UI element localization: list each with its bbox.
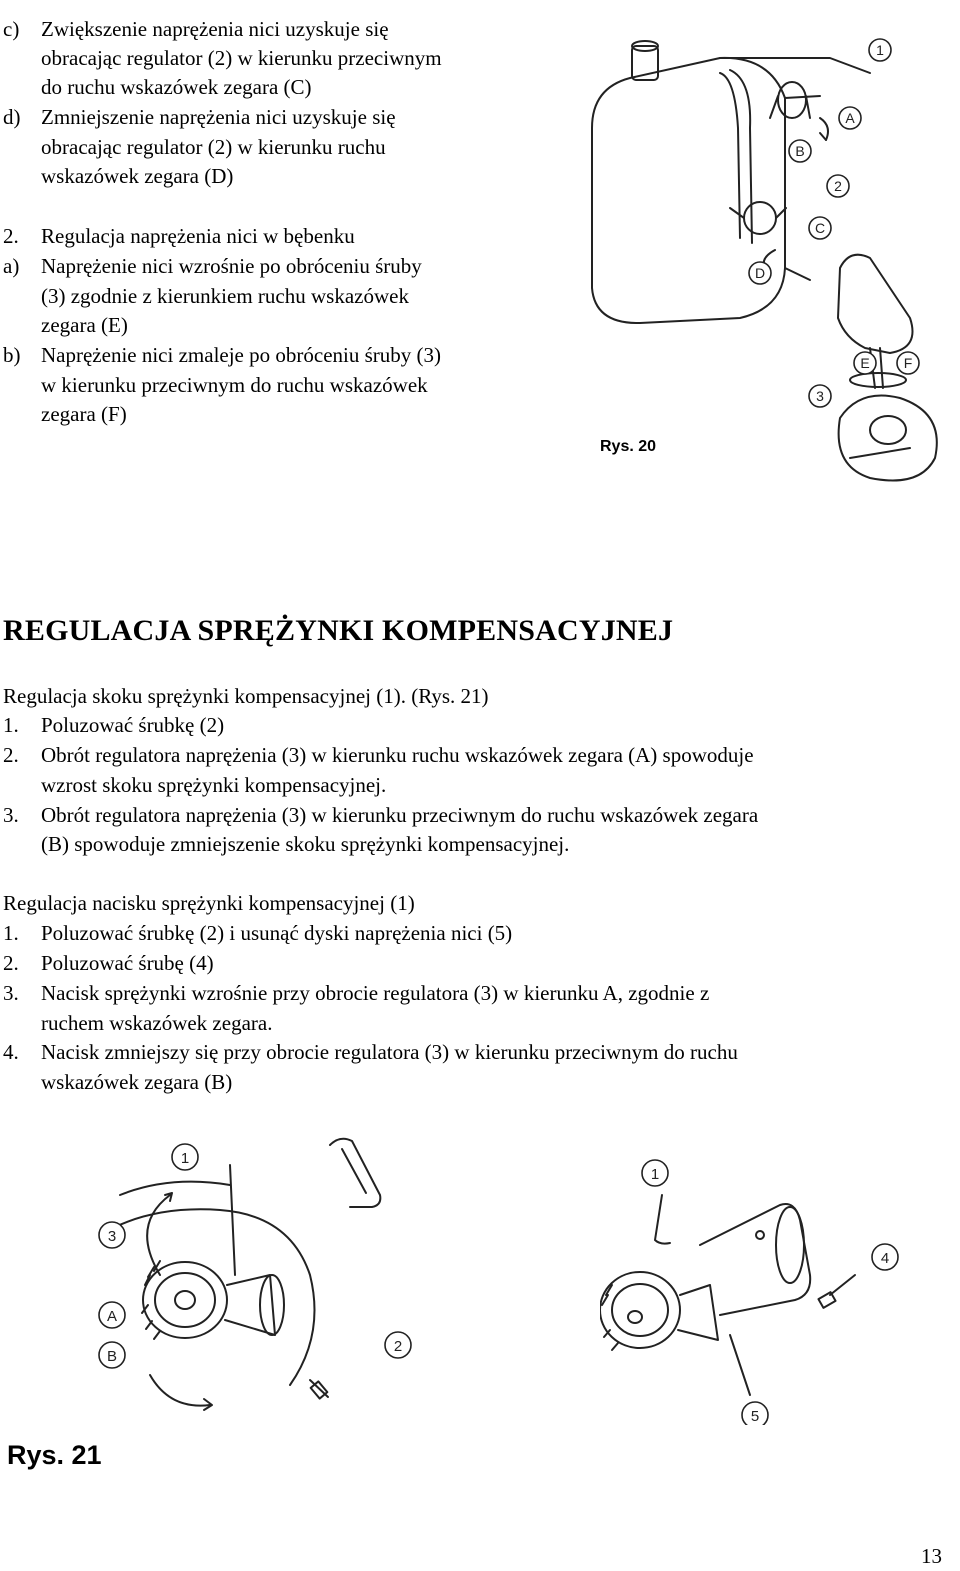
item-text: do ruchu wskazówek zegara (C) bbox=[41, 75, 312, 99]
callout-e: E bbox=[860, 355, 870, 371]
callout-1: 1 bbox=[180, 1150, 190, 1167]
paragraph-text: Regulacja nacisku sprężynki kompensacyjnej (1) bbox=[3, 891, 415, 915]
step-text: (B) spowoduje zmniejszenie skoku sprężynki kompensacyjnej. bbox=[41, 832, 570, 856]
callout-b: B bbox=[106, 1348, 118, 1365]
step-label: 3. bbox=[3, 981, 19, 1005]
callout-a: A bbox=[106, 1308, 118, 1325]
tension-cylinder bbox=[700, 1204, 810, 1315]
item-text: w kierunku przeciwnym do ruchu wskazówek bbox=[41, 373, 428, 397]
callout-c: C bbox=[814, 220, 826, 236]
paragraph-text: Regulacja skoku sprężynki kompensacyjnej (1). (Rys. 21) bbox=[3, 684, 489, 708]
item-text: Naprężenie nici wzrośnie po obróceniu śruby bbox=[41, 254, 422, 278]
step-label: 4. bbox=[3, 1040, 19, 1064]
page-number: 13 bbox=[921, 1544, 942, 1568]
callout-2: 2 bbox=[834, 178, 842, 194]
step-text: ruchem wskazówek zegara. bbox=[41, 1011, 273, 1035]
step-label: 3. bbox=[3, 803, 19, 827]
item-text: obracając regulator (2) w kierunku ruchu bbox=[41, 135, 386, 159]
callout-a: A bbox=[845, 110, 855, 126]
callout-3: 3 bbox=[816, 388, 824, 404]
figure-20-caption: Rys. 20 bbox=[600, 438, 657, 455]
step-text: wzrost skoku sprężynki kompensacyjnej. bbox=[41, 773, 387, 797]
hand-sketch bbox=[838, 255, 913, 353]
step-text: Obrót regulatora naprężenia (3) w kierunku przeciwnym do ruchu wskazówek zegara bbox=[41, 803, 759, 827]
step-label: 2. bbox=[3, 951, 19, 975]
section-number: 2. bbox=[3, 224, 19, 248]
item-text: (3) zgodnie z kierunkiem ruchu wskazówek bbox=[41, 284, 409, 308]
item-text: zegara (E) bbox=[41, 313, 128, 337]
item-text: wskazówek zegara (D) bbox=[41, 164, 234, 188]
callout-d: D bbox=[754, 265, 766, 281]
item-text: Zmniejszenie naprężenia nici uzyskuje się bbox=[41, 105, 396, 129]
callout-4: 4 bbox=[880, 1250, 890, 1267]
step-text: Poluzować śrubkę (2) bbox=[41, 713, 225, 737]
figure-21-right-illustration bbox=[600, 1145, 920, 1425]
step-text: Nacisk zmniejszy się przy obrocie regulatora (3) w kierunku przeciwnym do ruchu bbox=[41, 1040, 738, 1064]
item-text: zegara (F) bbox=[41, 402, 127, 426]
callout-3: 3 bbox=[107, 1228, 117, 1245]
item-label: b) bbox=[3, 343, 21, 367]
step-text: wskazówek zegara (B) bbox=[41, 1070, 233, 1094]
section-title: Regulacja naprężenia nici w bębenku bbox=[41, 224, 355, 248]
step-label: 1. bbox=[3, 713, 19, 737]
figure-21-caption: Rys. 21 bbox=[7, 1440, 102, 1470]
item-text: Zwiększenie naprężenia nici uzyskuje się bbox=[41, 17, 389, 41]
item-label: c) bbox=[3, 17, 20, 41]
callout-f: F bbox=[903, 355, 913, 371]
step-text: Nacisk sprężynki wzrośnie przy obrocie regulatora (3) w kierunku A, zgodnie z bbox=[41, 981, 710, 1005]
item-label: d) bbox=[3, 105, 21, 129]
callout-1: 1 bbox=[876, 42, 884, 58]
callout-2: 2 bbox=[393, 1338, 403, 1355]
callout-5: 5 bbox=[750, 1408, 760, 1425]
step-label: 1. bbox=[3, 921, 19, 945]
section-heading: REGULACJA SPRĘŻYNKI KOMPENSACYJNEJ bbox=[3, 614, 674, 647]
step-text: Poluzować śrubę (4) bbox=[41, 951, 214, 975]
item-text: obracając regulator (2) w kierunku przeciwnym bbox=[41, 46, 442, 70]
callout-b: B bbox=[795, 143, 805, 159]
figure-20-illustration bbox=[570, 18, 960, 498]
step-text: Obrót regulatora naprężenia (3) w kierunku ruchu wskazówek zegara (A) spowoduje bbox=[41, 743, 754, 767]
step-text: Poluzować śrubkę (2) i usunąć dyski naprężenia nici (5) bbox=[41, 921, 513, 945]
bobbin-case-sketch bbox=[839, 396, 937, 481]
step-label: 2. bbox=[3, 743, 19, 767]
figure-21-left-illustration bbox=[90, 1135, 420, 1435]
item-text: Naprężenie nici zmaleje po obróceniu śruby (3) bbox=[41, 343, 441, 367]
item-label: a) bbox=[3, 254, 20, 278]
callout-1: 1 bbox=[650, 1166, 660, 1183]
